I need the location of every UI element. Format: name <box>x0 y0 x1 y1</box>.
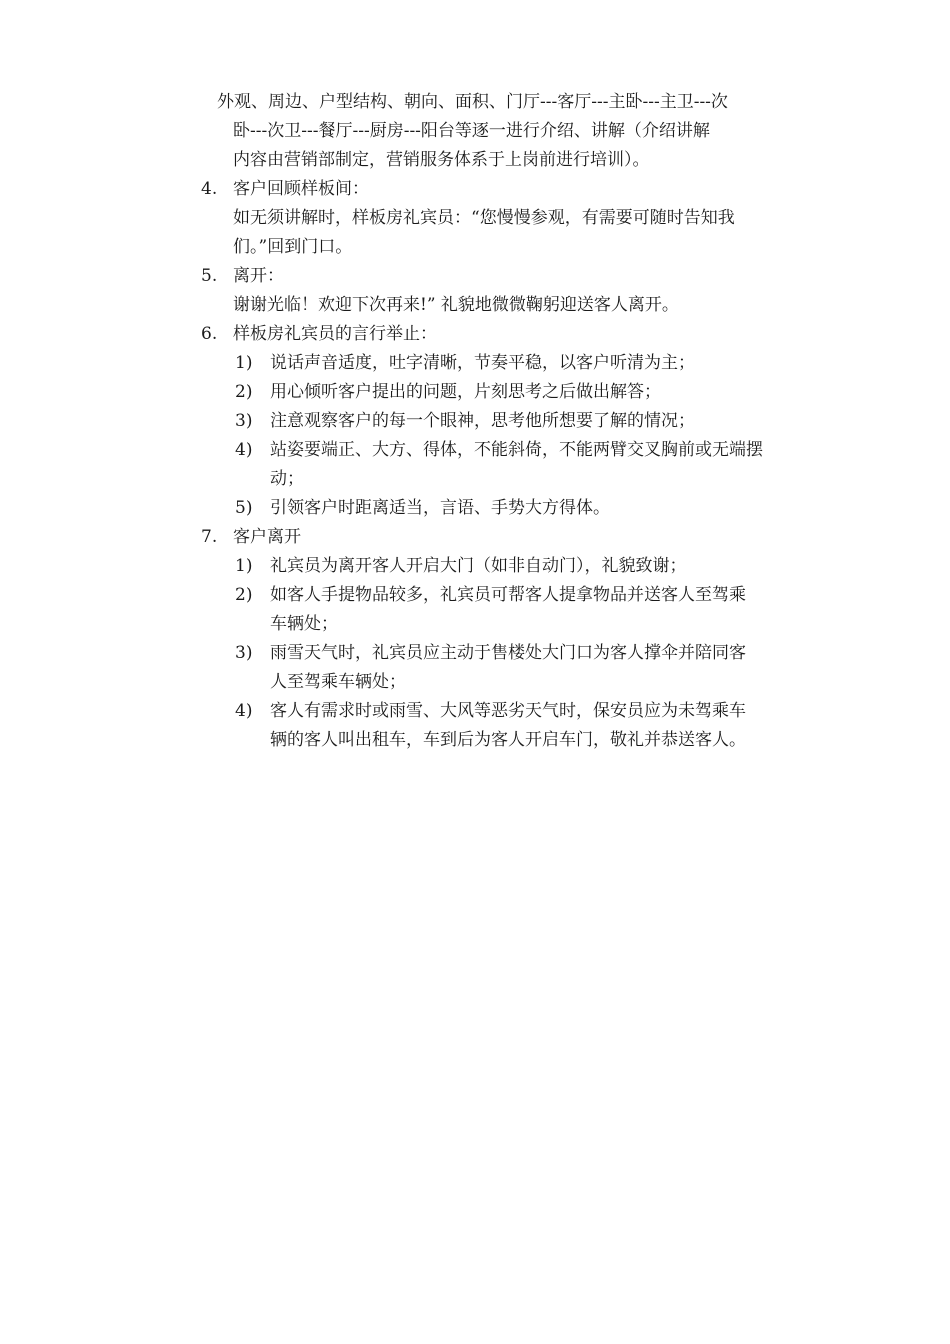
list-item-number: 5) <box>235 498 253 518</box>
list-item-text: 如客人手提物品较多，礼宾员可帮客人提拿物品并送客人至驾乘 <box>270 585 746 605</box>
section-7-number: 7. <box>201 527 218 547</box>
list-item-number: 4) <box>235 701 253 721</box>
list-item-number: 3) <box>235 643 253 663</box>
section-4-number: 4. <box>201 179 218 199</box>
list-item-number: 2) <box>235 585 253 605</box>
list-item-text: 礼宾员为离开客人开启大门（如非自动门），礼貌致谢； <box>270 556 687 576</box>
section-5-number: 5. <box>201 266 218 286</box>
list-item-text: 站姿要端正、大方、得体，不能斜倚，不能两臂交叉胸前或无端摆 <box>270 440 763 460</box>
list-item-text: 雨雪天气时，礼宾员应主动于售楼处大门口为客人撑伞并陪同客 <box>270 643 746 663</box>
section-4-line-1: 如无须讲解时，样板房礼宾员：“您慢慢参观，有需要可随时告知我 <box>233 208 735 228</box>
section-4-line-2: 们。”回到门口。 <box>233 237 353 257</box>
section-7-heading: 客户离开 <box>233 527 301 547</box>
section-4-heading: 客户回顾样板间： <box>233 179 369 199</box>
list-item-number: 4) <box>235 440 253 460</box>
list-item-continuation: 人至驾乘车辆处； <box>270 672 406 692</box>
intro-line-3: 内容由营销部制定，营销服务体系于上岗前进行培训）。 <box>233 150 650 170</box>
list-item-number: 3) <box>235 411 253 431</box>
list-item-text: 注意观察客户的每一个眼神，思考他所想要了解的情况； <box>270 411 695 431</box>
list-item-number: 1) <box>235 556 253 576</box>
list-item-text: 客人有需求时或雨雪、大风等恶劣天气时，保安员应为未驾乘车 <box>270 701 746 721</box>
section-5-line-1: 谢谢光临！欢迎下次再来!” 礼貌地微微鞠躬迎送客人离开。 <box>233 295 679 315</box>
section-6-number: 6. <box>201 324 218 344</box>
list-item-text: 引领客户时距离适当，言语、手势大方得体。 <box>270 498 610 518</box>
intro-line-1: 外观、周边、户型结构、朝向、面积、门厅---客厅---主卧---主卫---次 <box>217 92 728 112</box>
intro-line-2: 卧---次卫---餐厅---厨房---阳台等逐一进行介绍、讲解（介绍讲解 <box>233 121 710 141</box>
list-item-continuation: 辆的客人叫出租车，车到后为客人开启车门，敬礼并恭送客人。 <box>270 730 746 750</box>
list-item-number: 2) <box>235 382 253 402</box>
section-6-heading: 样板房礼宾员的言行举止： <box>233 324 437 344</box>
section-5-heading: 离开： <box>233 266 284 286</box>
list-item-continuation: 车辆处； <box>270 614 338 634</box>
list-item-text: 说话声音适度，吐字清晰，节奏平稳，以客户听清为主； <box>270 353 695 373</box>
list-item-number: 1) <box>235 353 253 373</box>
list-item-text: 用心倾听客户提出的问题，片刻思考之后做出解答； <box>270 382 661 402</box>
list-item-continuation: 动； <box>270 469 304 489</box>
